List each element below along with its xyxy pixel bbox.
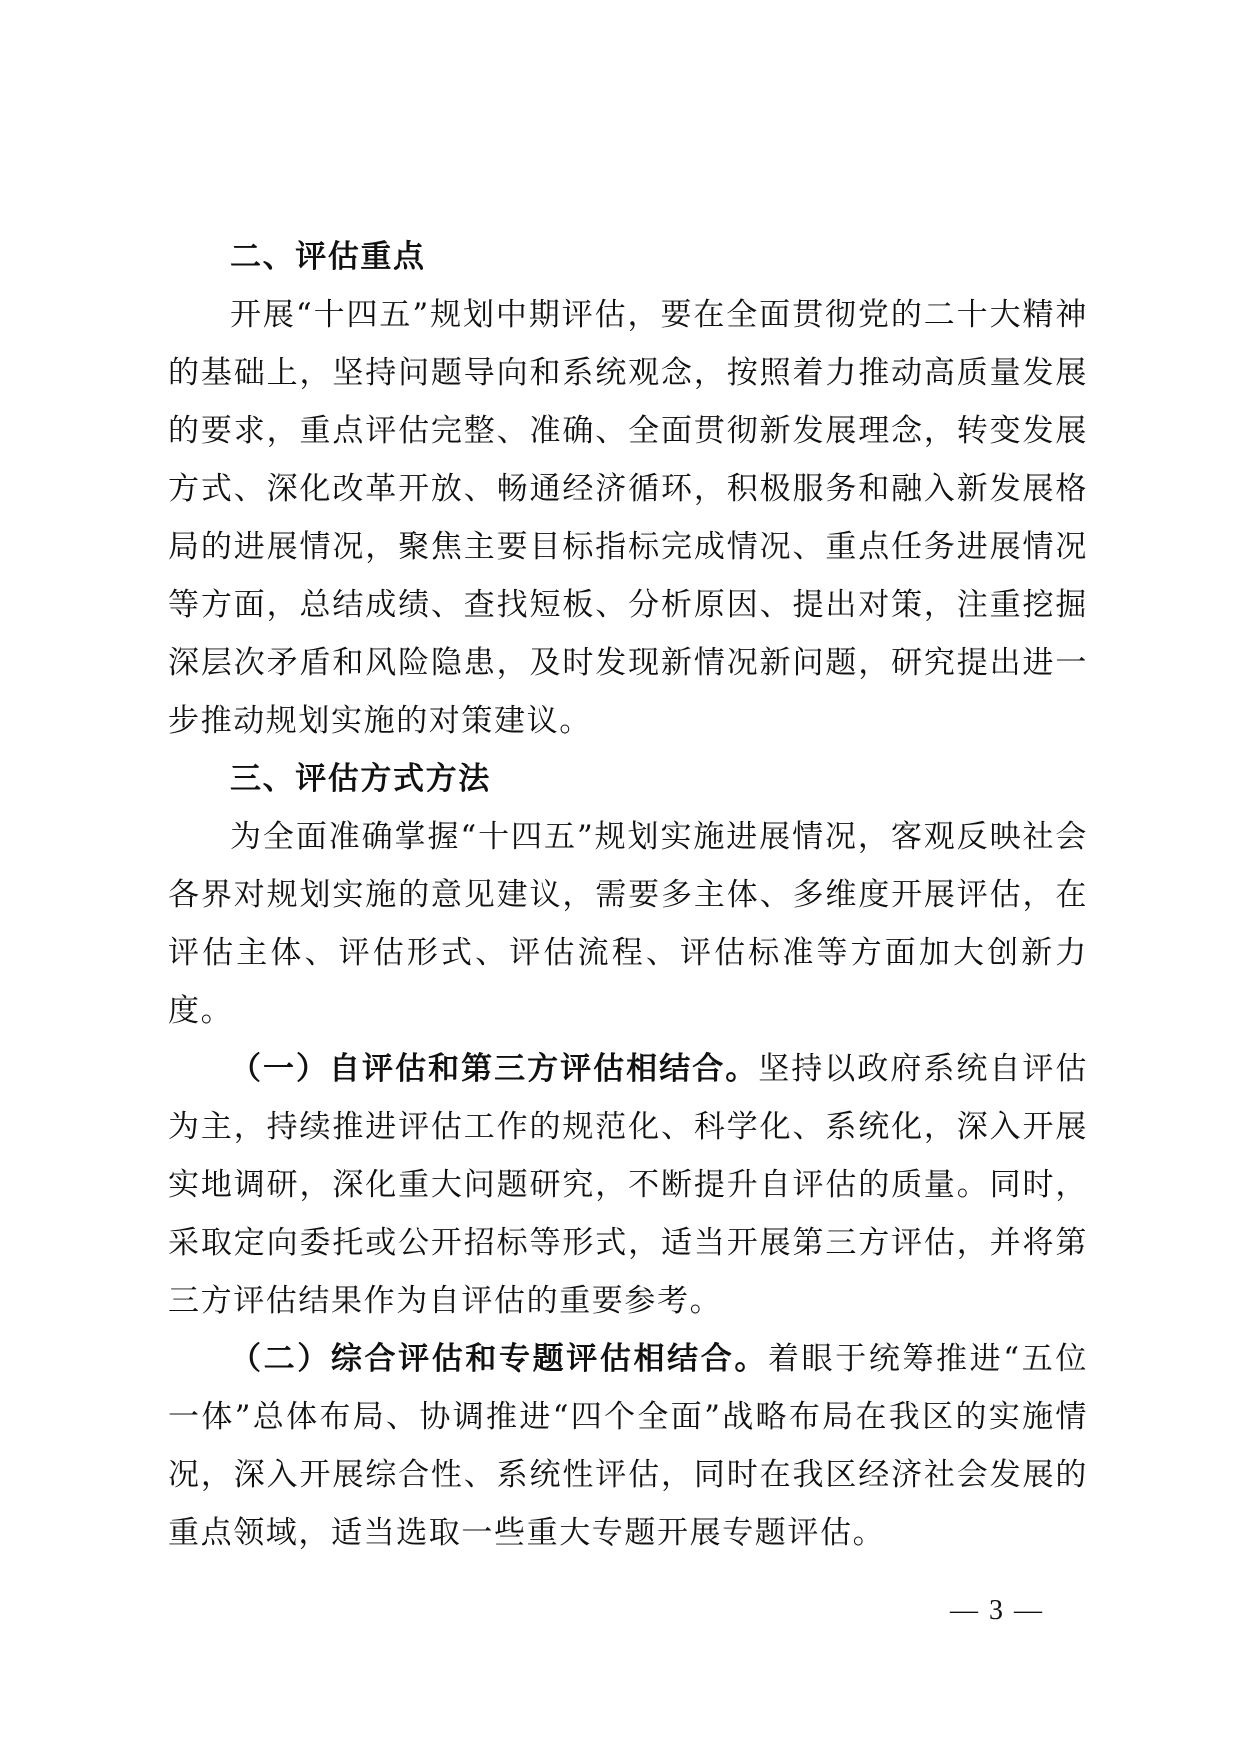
item-1-lead: （一）自评估和第三方评估相结合。 [230, 1051, 759, 1087]
paragraph-evaluation-methods: 为全面准确掌握“十四五”规划实施进展情况，客观反映社会各界对规划实施的意见建议，需要多主体、多维度开展评估，在评估主体、评估形式、评估流程、评估标准等方面加大创新力度。 [168, 819, 1088, 1029]
page-number: — 3 — [950, 1595, 1044, 1626]
section-heading-evaluation-focus: 二、评估重点 [230, 239, 426, 275]
item-2-lead: （二）综合评估和专题评估相结合。 [230, 1341, 768, 1377]
paragraph-item-1 [168, 1040, 1088, 1330]
paragraph-evaluation-focus: 开展“十四五”规划中期评估，要在全面贯彻党的二十大精神的基础上，坚持问题导向和系统观念，按照着力推动高质量发展的要求，重点评估完整、准确、全面贯彻新发展理念，转变发展方式、深化改革开放、畅通经济循环，积极服务和融入新发展格局的进展情况，聚焦主要目标指标完成情况、重点任务进展情况等方面，总结成绩、查找短板、分析原因、提出对策，注重挖掘深层次矛盾和风险隐患，及时发现新情况新问题，研究提出进一步推动规划实施的对策建议。 [168, 297, 1088, 739]
item-2-body: 着眼于统筹推进“五位一体”总体布局、协调推进“四个全面”战略布局在我区的实施情况，深入开展综合性、系统性评估，同时在我区经济社会发展的重点领域，适当选取一些重大专题开展专题评估。 [168, 1341, 1088, 1551]
item-1-body: 坚持以政府系统自评估为主，持续推进评估工作的规范化、科学化、系统化，深入开展实地调研，深化重大问题研究，不断提升自评估的质量。同时，采取定向委托或公开招标等形式，适当开展第三方评估，并将第三方评估结果作为自评估的重要参考。 [168, 1051, 1088, 1319]
paragraph-item-2 [168, 1330, 1088, 1562]
section-heading-evaluation-methods: 三、评估方式方法 [230, 761, 491, 797]
document-body [168, 228, 1088, 1562]
